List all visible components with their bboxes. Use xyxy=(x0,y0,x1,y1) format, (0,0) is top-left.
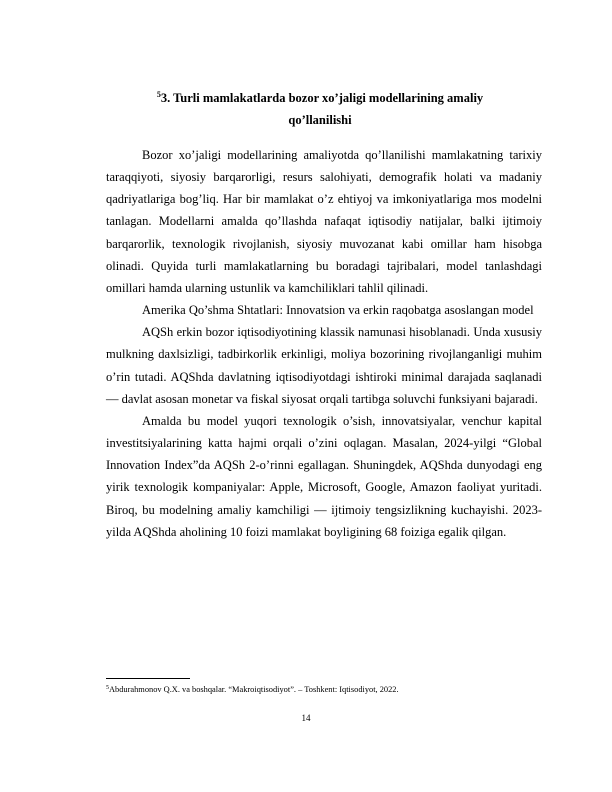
footnote-text: Abdurahmonov Q.X. va boshqalar. “Makroiqtisodiyot”. – Toshkent: Iqtisodiyot, 2022. xyxy=(109,685,399,694)
heading-line-1 xyxy=(100,84,540,109)
footnote-divider xyxy=(106,678,190,679)
body-text xyxy=(106,144,542,543)
paragraph-intro: Bozor xo’jaligi modellarining amaliyotda qo’llanilishi mamlakatning tarixiy taraqqiyoti, siyosiy barqarorligi, resurs salohiyati, demografik holati va madaniy qadriyatlariga bog’liq. Har bir mamlakat o’z ehtiyoj va imkoniyatlariga mos modelni tanlagan. Modellarni amalda qo’llashda nafaqat iqtisodiy natijalar, balki ijtimoiy barqarorlik, texnologik rivojlanish, siyosiy muvozanat kabi omillar ham hisobga olinadi. Quyida turli mamlakatlarning bu boradagi tajribalari, model tanlashdagi omillari hamda ularning ustunlik va kamchiliklari tahlil qilinadi. xyxy=(106,148,542,295)
paragraph-usa-model: AQSh erkin bozor iqtisodiyotining klassik namunasi hisoblanadi. Unda xususiy mulkning daxlsizligi, tadbirkorlik erkinligi, moliya bozorining rivojlanganligi muhim o’rin tutadi. AQShda davlatning iqtisodiyotdagi ishtiroki minimal darajada saqlanadi — davlat asosan monetar va fiskal siyosat orqali tartibga soluvchi funksiyani bajaradi. xyxy=(106,325,542,406)
footnote-number: 5 xyxy=(106,685,109,691)
footnote-marker: 5 xyxy=(156,90,161,99)
page-number: 14 xyxy=(301,713,311,723)
heading-text-1: 3. Turli mamlakatlarda bozor xo’jaligi modellarining amaliy xyxy=(160,91,484,105)
paragraph-usa-practice: Amalda bu model yuqori texnologik o’sish, innovatsiyalar, venchur kapital investitsiyalarining katta hajmi orqali o’zini oqlagan. Masalan, 2024-yilgi “Global Innovation Index”da AQSh 2-o’rinni egallagan. Shuningdek, AQShda dunyodagi eng yirik texnologik kompaniyalar: Apple, Microsoft, Google, Amazon faoliyat yuritadi. Biroq, bu modelning amaliy kamchiligi — ijtimoiy tengsizlikning kuchayishi. 2023-yilda AQShda aholining 10 foizi mamlakat boyligining 68 foiziga egalik qilgan. xyxy=(106,413,542,539)
footnote xyxy=(106,683,542,695)
section-heading xyxy=(100,84,540,131)
paragraph-usa-subheading: Amerika Qo’shma Shtatlari: Innovatsion va erkin raqobatga asoslangan model xyxy=(142,303,534,318)
heading-line-2: qo’llanilishi xyxy=(288,113,352,127)
